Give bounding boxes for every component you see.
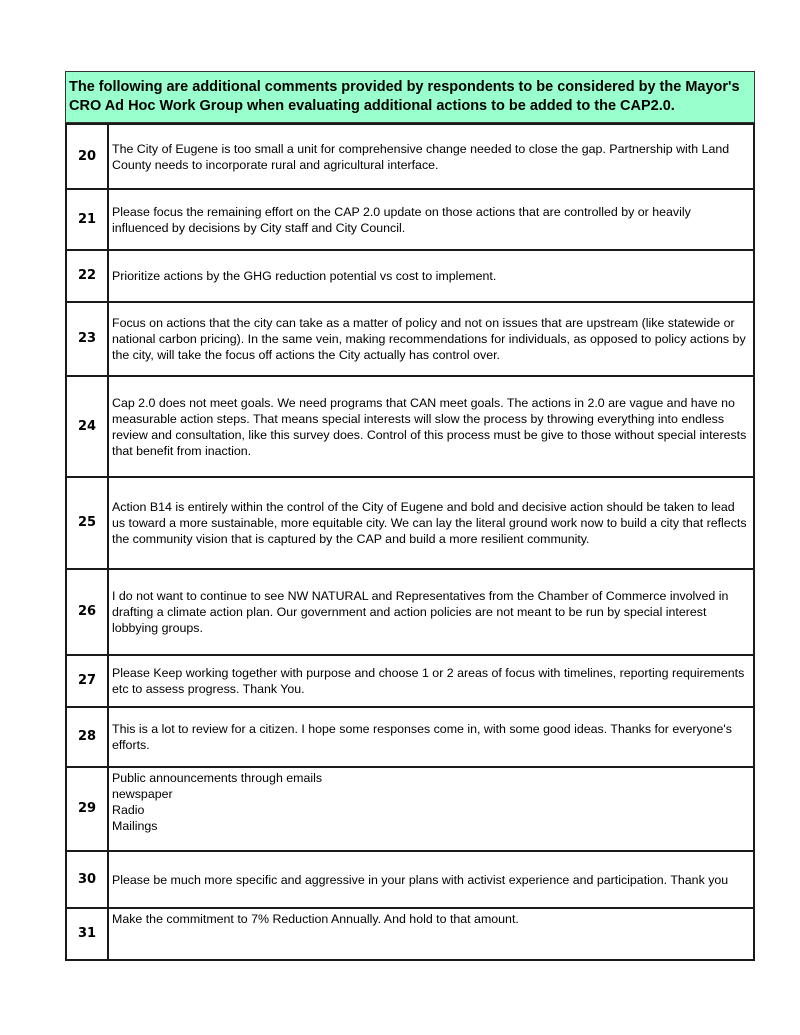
table-row (66, 250, 754, 302)
row-comment: Cap 2.0 does not meet goals. We need programs that CAN meet goals. The actions in 2.0 are vague and have no measurable action steps. That means special interests will slow the process by throwing everything into endless review and consultation, like this survey does. Control of this process must be give to those without special interests that benefit from inaction. (108, 376, 754, 477)
table-row (66, 655, 754, 707)
row-number: 21 (66, 189, 108, 250)
comments-sheet (65, 71, 755, 961)
row-comment: Public announcements through emails newspaper Radio Mailings (108, 767, 754, 851)
row-number: 30 (66, 851, 108, 908)
table-row (66, 477, 754, 569)
comments-table (65, 123, 755, 961)
table-row (66, 189, 754, 250)
row-comment: Please focus the remaining effort on the CAP 2.0 update on those actions that are controlled by or heavily influenced by decisions by City staff and City Council. (108, 189, 754, 250)
row-comment: Action B14 is entirely within the control of the City of Eugene and bold and decisive action should be taken to lead us toward a more sustainable, more equitable city. We can lay the literal ground work now to build a city that reflects the community vision that is captured by the CAP and build a more resilient community. (108, 477, 754, 569)
row-comment: I do not want to continue to see NW NATURAL and Representatives from the Chamber of Commerce involved in drafting a climate action plan. Our government and action policies are not meant to be run by special interest lobbying groups. (108, 569, 754, 655)
row-comment: Please be much more specific and aggressive in your plans with activist experience and participation. Thank you (108, 851, 754, 908)
row-comment: Please Keep working together with purpose and choose 1 or 2 areas of focus with timelines, reporting requirements etc to assess progress. Thank You. (108, 655, 754, 707)
row-number: 25 (66, 477, 108, 569)
row-number: 20 (66, 124, 108, 189)
row-number: 27 (66, 655, 108, 707)
row-number: 24 (66, 376, 108, 477)
row-comment: Make the commitment to 7% Reduction Annually. And hold to that amount. (108, 908, 754, 960)
row-comment: The City of Eugene is too small a unit for comprehensive change needed to close the gap. Partnership with Land County needs to incorporate rural and agricultural interface. (108, 124, 754, 189)
table-row (66, 908, 754, 960)
row-number: 31 (66, 908, 108, 960)
row-comment: Focus on actions that the city can take as a matter of policy and not on issues that are upstream (like statewide or national carbon pricing). In the same vein, making recommendations for individuals, as opposed to policy actions by the city, will take the focus off actions the City actually has control over. (108, 302, 754, 376)
table-row (66, 302, 754, 376)
row-number: 26 (66, 569, 108, 655)
row-number: 22 (66, 250, 108, 302)
table-row (66, 124, 754, 189)
table-row (66, 707, 754, 767)
table-row (66, 376, 754, 477)
comments-header: The following are additional comments provided by respondents to be considered by the Mayor's CRO Ad Hoc Work Group when evaluating additional actions to be added to the CAP2.0. (65, 71, 755, 123)
row-comment: Prioritize actions by the GHG reduction potential vs cost to implement. (108, 250, 754, 302)
table-row (66, 851, 754, 908)
row-comment: This is a lot to review for a citizen. I hope some responses come in, with some good ideas. Thanks for everyone's efforts. (108, 707, 754, 767)
row-number: 23 (66, 302, 108, 376)
row-number: 29 (66, 767, 108, 851)
table-row (66, 767, 754, 851)
table-row (66, 569, 754, 655)
row-number: 28 (66, 707, 108, 767)
